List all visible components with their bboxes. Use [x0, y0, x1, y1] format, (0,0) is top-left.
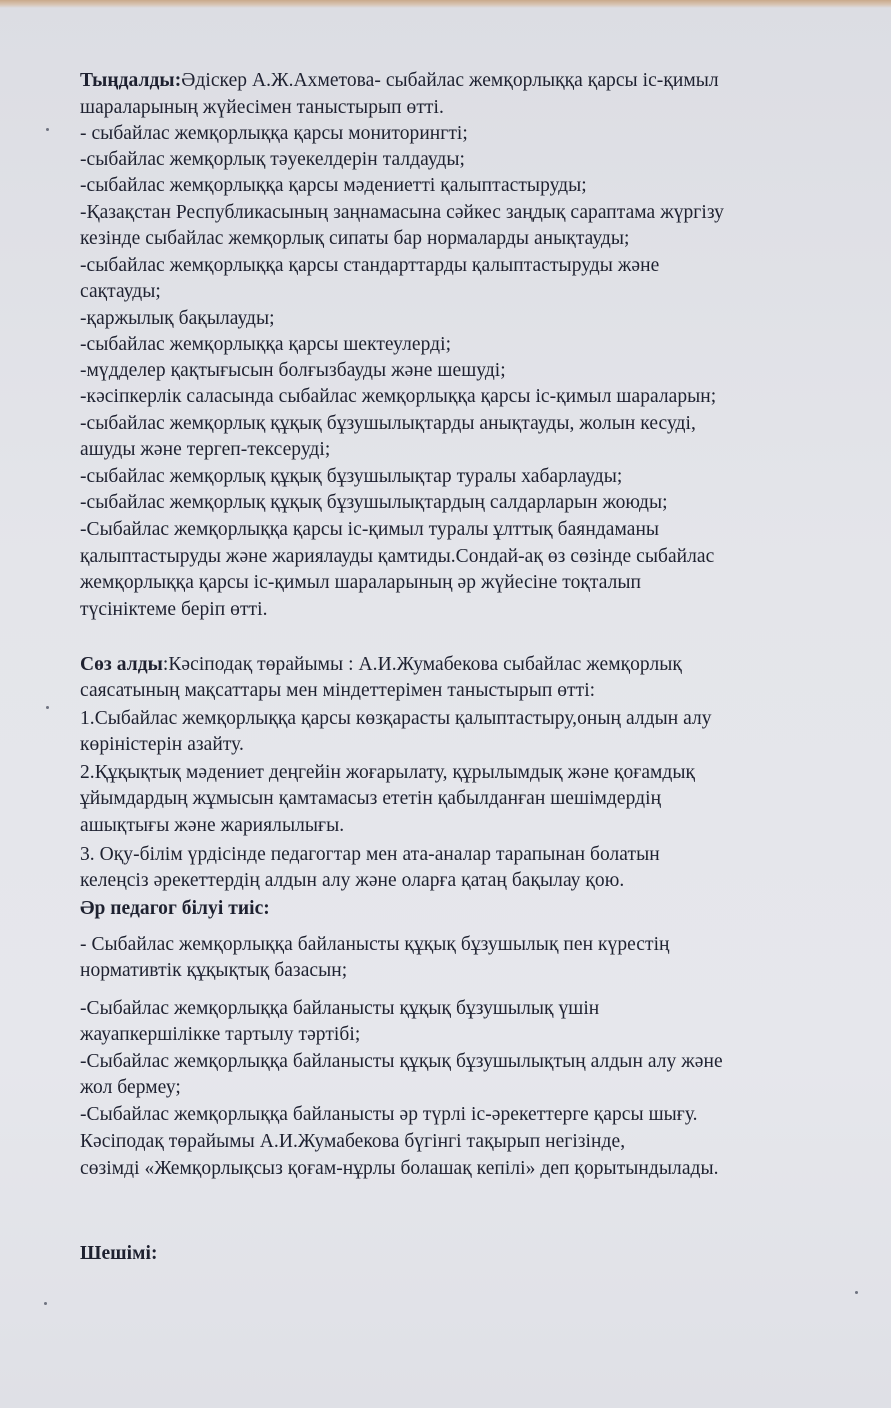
section1-line: -сыбайлас жемқорлық құқық бұзушылықтар туралы хабарлауды; [80, 466, 623, 487]
section1-line: -сыбайлас жемқорлыққа қарсы шектеулерді; [80, 334, 452, 355]
section1-line: -мүдделер қақтығысын болғызбауды және шешуді; [80, 360, 506, 381]
section3-heading: Әр педагог білуі тиіс: [80, 898, 270, 919]
section1-line: -сыбайлас жемқорлық тәуекелдерін талдауды; [80, 149, 466, 170]
section3-line: Кәсіподақ төрайымы А.И.Жумабекова бүгінгі тақырып негізінде, [80, 1131, 626, 1152]
section1-line: -сыбайлас жемқорлыққа қарсы мәдениетті қалыптастыруды; [80, 175, 587, 196]
section2-line: келеңсіз әрекеттердің алдын алу және оларға қатаң бақылау қою. [80, 870, 625, 891]
margin-mark [855, 1291, 858, 1294]
section2-line: 2.Құқықтық мәдениет деңгейін жоғарылату, құрылымдық және қоғамдық [80, 762, 696, 783]
section3-line: -Сыбайлас жемқорлыққа байланысты құқық бұзушылық үшін [80, 998, 600, 1019]
section1-line: түсініктеме беріп өтті. [80, 599, 268, 620]
section1-line: - сыбайлас жемқорлыққа қарсы мониторингті; [80, 123, 468, 144]
section1-intro [80, 68, 719, 94]
section2-line: 1.Сыбайлас жемқорлыққа қарсы көзқарасты қалыптастыру,оның алдын алу [80, 708, 712, 729]
section1-line: -сыбайлас жемқорлыққа қарсы стандарттарды қалыптастыруды және [80, 255, 660, 276]
section3-item: - Сыбайлас жемқорлыққа байланысты құқық бұзушылық пен күрестің [80, 934, 670, 955]
section2-line: көріністерін азайту. [80, 734, 244, 755]
section1-line: -Қазақстан Республикасының заңнамасына сәйкес заңдық сараптама жүргізу [80, 202, 724, 223]
paper-top-edge [0, 0, 891, 8]
section2-line: саясатының мақсаттары мен міндеттерімен таныстырып өтті: [80, 680, 596, 701]
section1-line: жемқорлыққа қарсы іс-қимыл шараларының әр жүйесіне тоқталып [80, 572, 642, 593]
section1-line: -сыбайлас жемқорлық құқық бұзушылықтардың салдарларын жоюды; [80, 492, 668, 513]
section2-heading: Сөз алды [80, 654, 163, 675]
section1-line: сақтауды; [80, 281, 161, 302]
margin-mark [46, 128, 49, 131]
section1-line: кезінде сыбайлас жемқорлық сипаты бар нормаларды анықтауды; [80, 228, 630, 249]
section1-line: ашуды және тергеп-тексеруді; [80, 439, 331, 460]
section2-line: ұйымдардың жұмысын қамтамасыз ететін қабылданған шешімдердің [80, 788, 662, 809]
section1-line: -Сыбайлас жемқорлыққа қарсы іс-қимыл туралы ұлттық баяндаманы [80, 519, 660, 540]
section2-intro [80, 652, 682, 678]
section1-line: шараларының жүйесімен таныстырып өтті. [80, 97, 444, 118]
section3-line: -Сыбайлас жемқорлыққа байланысты құқық бұзушылықтың алдын алу және [80, 1051, 723, 1072]
section3-line: сөзімді «Жемқорлықсыз қоғам-нұрлы болашақ кепілі» деп қорытындылады. [80, 1158, 719, 1179]
section2-line: ашықтығы және жариялылығы. [80, 815, 345, 836]
section1-heading: Тыңдалды: [80, 70, 182, 91]
section1-intro-text: Әдіскер А.Ж.Ахметова- сыбайлас жемқорлыққа қарсы іс-қимыл [181, 70, 719, 91]
margin-mark [44, 1302, 47, 1305]
section1-line: -кәсіпкерлік саласында сыбайлас жемқорлыққа қарсы іс-қимыл шараларын; [80, 386, 717, 407]
decision-heading: Шешімі: [80, 1243, 158, 1264]
margin-mark [46, 706, 49, 709]
section2-intro-text: :Кәсіподақ төрайымы : А.И.Жумабекова сыбайлас жемқорлық [162, 654, 682, 675]
section1-line: қалыптастыруды және жариялауды қамтиды.Сондай-ақ өз сөзінде сыбайлас [80, 546, 715, 567]
section3-line: жауапкершілікке тартылу тәртібі; [80, 1024, 361, 1045]
section1-line: -сыбайлас жемқорлық құқық бұзушылықтарды анықтауды, жолын кесуді, [80, 413, 696, 434]
section3-line: жол бермеу; [80, 1077, 181, 1098]
section1-line: -қаржылық бақылауды; [80, 308, 275, 329]
section3-item: нормативтік құқықтық базасын; [80, 960, 348, 981]
section3-line: -Сыбайлас жемқорлыққа байланысты әр түрлі іс-әрекеттерге қарсы шығу. [80, 1104, 698, 1125]
section2-line: 3. Оқу-білім үрдісінде педагогтар мен ата-аналар тарапынан болатын [80, 844, 660, 865]
